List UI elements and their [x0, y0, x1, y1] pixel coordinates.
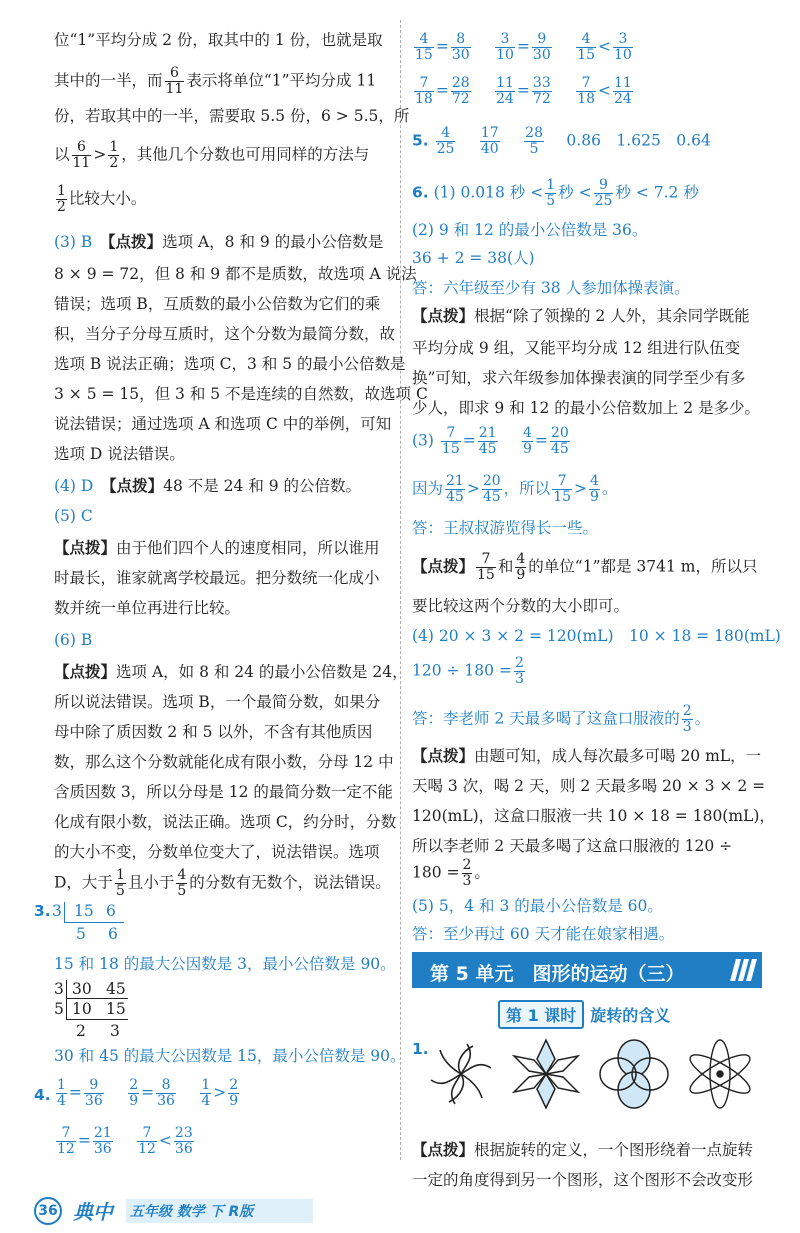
fraction: $\frac{1}{2}$	[57, 183, 66, 215]
text-line: 要比较这两个分数的大小即可。	[412, 597, 630, 615]
quotient: 2	[76, 1022, 86, 1040]
text-line: 3 × 5 = 15，但 3 和 5 不是连续的自然数，故选项 C	[54, 385, 428, 403]
text: 48 不是 24 和 9 的公倍数。	[163, 477, 362, 495]
text-line: 时最长，谁家就离学校最远。把分数统一化成小	[54, 569, 380, 587]
fraction: $\frac{6}{11}$	[165, 65, 184, 97]
tip-label: 【点拨】	[54, 662, 117, 681]
text-line: 所以说法错误。选项 B，一个最简分数，如果分	[54, 693, 381, 711]
section-6-1: 6. (1) 0.018 秒 < $\frac{1}{5}$ 秒 < $\frac{9}{25}$ 秒 < 7.2 秒	[412, 177, 699, 209]
text-line: 36 + 2 = 38(人)	[412, 249, 535, 267]
answer-label: (4) D	[54, 477, 94, 495]
answer-3	[54, 232, 383, 252]
text-line: 120(mL)，这盒口服液一共 10 × 18 = 180(mL)，	[412, 807, 775, 825]
text-line: 180 = $\frac{2}{3}$ 。	[412, 857, 490, 889]
section-number: 1.	[412, 1040, 429, 1058]
comparison-row: $\frac{7}{18}$ = $\frac{28}{72}$ $\frac{11}{24}$ = $\frac{33}{72}$ $\frac{7}{18}$ < $\frac{11}{24}$	[415, 75, 632, 107]
text: 的分数有无数个，说法错误。	[189, 873, 391, 892]
text: 比较大小。	[68, 189, 147, 208]
unit-title: 第 5 单元 图形的运动（三）	[430, 963, 685, 985]
result-line: 15 和 18 的最大公因数是 3，最小公倍数是 90。	[54, 955, 396, 973]
text-line: 【点拨】由题可知，成人每次最多可喝 20 mL，一	[412, 746, 762, 765]
quotient: 15	[106, 1000, 126, 1018]
text: 以	[54, 145, 70, 164]
text-line: 少人，即求 9 和 12 的最小公倍数加上 2 是多少。	[412, 399, 761, 417]
text-line: 选项 B 说法正确；选项 C，3 和 5 的最小公倍数是	[54, 355, 406, 373]
text-line: 【点拨】根据“除了领操的 2 人外，其余同学既能	[412, 306, 750, 325]
quotient: 6	[108, 925, 118, 943]
operator: >	[93, 145, 107, 164]
dividend: 15	[74, 902, 94, 920]
quotient: 5	[76, 925, 86, 943]
text-line: (4) 20 × 3 × 2 = 120(mL) 10 × 18 = 180(mL)	[412, 627, 781, 645]
text-line: 120 ÷ 180 = $\frac{2}{3}$	[412, 655, 524, 687]
star-of-diamonds-figure	[514, 1040, 578, 1108]
atom-figure	[686, 1040, 755, 1108]
tip-label: 【点拨】	[108, 476, 164, 495]
text-line	[54, 140, 369, 171]
fraction: $\frac{1}{5}$	[115, 867, 125, 899]
quotient: 10	[72, 1000, 92, 1018]
text-line	[54, 184, 146, 215]
answer-5: (5) C	[54, 507, 93, 525]
quotient: 3	[110, 1022, 120, 1040]
book-title: 五年级 数学 下 R版	[126, 1199, 313, 1223]
dividend: 45	[106, 980, 126, 998]
tip-label: 【点拨】	[107, 232, 163, 251]
text-line: 含质因数 3，所以分母是 12 的最简分数一定不能	[54, 783, 393, 801]
text: 选项 A，8 和 9 的最小公倍数是	[162, 233, 384, 251]
answer-text: 答：六年级至少有 38 人参加体操表演。	[412, 279, 690, 297]
unit-banner	[412, 952, 762, 988]
text: 选项 A，如 8 和 24 的最小公倍数是 24，	[116, 663, 408, 681]
comparison-row: $\frac{7}{12}$ = $\frac{21}{36}$ $\frac{7}{12}$ < $\frac{23}{36}$	[57, 1125, 193, 1157]
tip-label: 【点拨】	[412, 306, 475, 325]
answer-label: (3) B	[54, 233, 93, 251]
text: ，其他几个分数也可用同样的方法与	[121, 145, 370, 164]
text-line	[54, 868, 391, 899]
divisor: 3	[52, 902, 62, 920]
text: 且小于	[127, 873, 175, 892]
section-number: 5.	[412, 131, 429, 150]
text-line: 错误；选项 B，互质数的最小公倍数为它们的乘	[54, 295, 381, 313]
comparison-row: $\frac{1}{4}$ = $\frac{9}{36}$ $\frac{2}{9}$ = $\frac{8}{36}$ $\frac{1}{4}$ > $\frac{2}{9}$	[57, 1077, 239, 1109]
text-line: 一定的角度得到另一个图形，这个图形不会改变形	[412, 1171, 754, 1189]
column-divider	[400, 20, 401, 1160]
text-line: 8 × 9 = 72，但 8 和 9 都不是质数，故选项 A 说法	[54, 265, 417, 283]
answer-text: 答：王叔叔游览得长一些。	[412, 519, 599, 537]
page-number: 36	[34, 1197, 62, 1225]
text: 由于他们四个人的速度相同，所以谁用	[116, 539, 380, 557]
text-line: (5) 5，4 和 3 的最小公倍数是 60。	[412, 897, 663, 915]
text-line: 所以李老师 2 天最多喝了这盒口服液的 120 ÷	[412, 837, 733, 855]
brand-logo: 典中	[72, 1200, 113, 1224]
section-5: 5. $\frac{4}{25}$ $\frac{17}{40}$ $\frac{28}{5}$ 0.86 1.625 0.64	[412, 125, 711, 157]
ladder-division-2	[54, 976, 144, 1046]
four-petal-figure	[600, 1040, 668, 1108]
section-number: 6.	[412, 183, 429, 202]
text-line: 因为 $\frac{21}{45}$ > $\frac{20}{45}$ ，所以 $\frac{7}{15}$ > $\frac{4}{9}$ 。	[412, 473, 618, 505]
text-line: 天喝 3 次，喝 2 天，则 2 天最多喝 20 × 3 × 2 =	[412, 777, 766, 795]
text-line: 【点拨】根据旋转的定义，一个图形绕着一点旋转	[412, 1140, 754, 1159]
divisor: 3	[54, 980, 64, 998]
text-line: 换”可知，求六年级参加体操表演的同学至少有多	[412, 369, 746, 387]
text-line: 的大小不变，分数单位变大了，说法错误。选项	[54, 843, 380, 861]
text-line: 数，那么这个分数就能化成有限小数，分母 12 中	[54, 753, 394, 771]
text-line: 平均分成 9 组，又能平均分成 12 组进行队伍变	[412, 339, 741, 357]
ladder-division-1	[52, 900, 142, 946]
divisor: 5	[54, 1000, 64, 1018]
text-line: 【点拨】 $\frac{7}{15}$ 和 $\frac{4}{9}$ 的单位“1”都是 3741 m，所以只	[412, 551, 758, 583]
tip-label: 【点拨】	[412, 746, 475, 765]
dividend: 30	[72, 980, 92, 998]
page-footer	[34, 1196, 313, 1224]
lesson-title: 旋转的含义	[590, 1006, 671, 1025]
text: 表示将单位“1”平均分成 11	[186, 71, 377, 90]
tip-label: 【点拨】	[412, 556, 475, 576]
answer-text: 答：至少再过 60 天才能在娘家相遇。	[412, 925, 675, 943]
decimals: 0.86 1.625 0.64	[566, 131, 711, 150]
tip-label: 【点拨】	[54, 538, 117, 557]
fraction: $\frac{6}{11}$	[72, 139, 91, 171]
text-line: 数并统一单位再进行比较。	[54, 599, 241, 617]
text-line: 位“1”平均分成 2 份，取其中的 1 份，也就是取	[54, 31, 383, 49]
dividend: 6	[106, 902, 116, 920]
text-line: 积，当分子分母互质时，这个分数为最简分数，故	[54, 325, 396, 343]
lesson-number: 第 1 课时	[498, 1000, 584, 1029]
answer-text: 答：李老师 2 天最多喝了这盒口服液的 $\frac{2}{3}$ 。	[412, 703, 711, 735]
answer-4	[54, 476, 361, 496]
text: D，大于	[54, 873, 113, 892]
tip-label: 【点拨】	[412, 1140, 475, 1159]
fraction: $\frac{4}{5}$	[177, 867, 187, 899]
section-number: 4.	[34, 1086, 51, 1104]
text-line: 选项 D 说法错误。	[54, 445, 185, 463]
pinwheel-figure	[431, 1044, 491, 1104]
section-number: 3.	[34, 902, 51, 920]
text-line: (2) 9 和 12 的最小公倍数是 36。	[412, 221, 648, 239]
answer-6: (6) B	[54, 631, 93, 649]
text-line	[54, 66, 376, 97]
text-line: 化成有限小数，说法正确。选项 C，约分时，分数	[54, 813, 397, 831]
text-line	[54, 538, 380, 558]
text-line: 母中除了质因数 2 和 5 以外，不含有其他质因	[54, 723, 373, 741]
fraction: $\frac{1}{2}$	[109, 139, 119, 171]
text-line: 份，若取其中的一半，需要取 5.5 份，6 > 5.5，所	[54, 107, 410, 125]
result-line: 30 和 45 的最大公因数是 15，最小公倍数是 90。	[54, 1047, 406, 1065]
text-line	[54, 662, 408, 682]
comparison-row: $\frac{4}{15}$ = $\frac{8}{30}$ $\frac{3}{10}$ = $\frac{9}{30}$ $\frac{4}{15}$ < $\frac{3}{10}$	[415, 31, 632, 63]
rotation-figures	[424, 1036, 764, 1112]
banner-stripes	[730, 959, 754, 986]
section-6-3: (3) $\frac{7}{15}$ = $\frac{21}{45}$ $\frac{4}{9}$ = $\frac{20}{45}$	[412, 425, 569, 457]
lesson-heading	[498, 1000, 670, 1026]
text-line: 说法错误；通过选项 A 和选项 C 中的举例，可知	[54, 415, 392, 433]
text: 其中的一半，而	[54, 71, 163, 90]
